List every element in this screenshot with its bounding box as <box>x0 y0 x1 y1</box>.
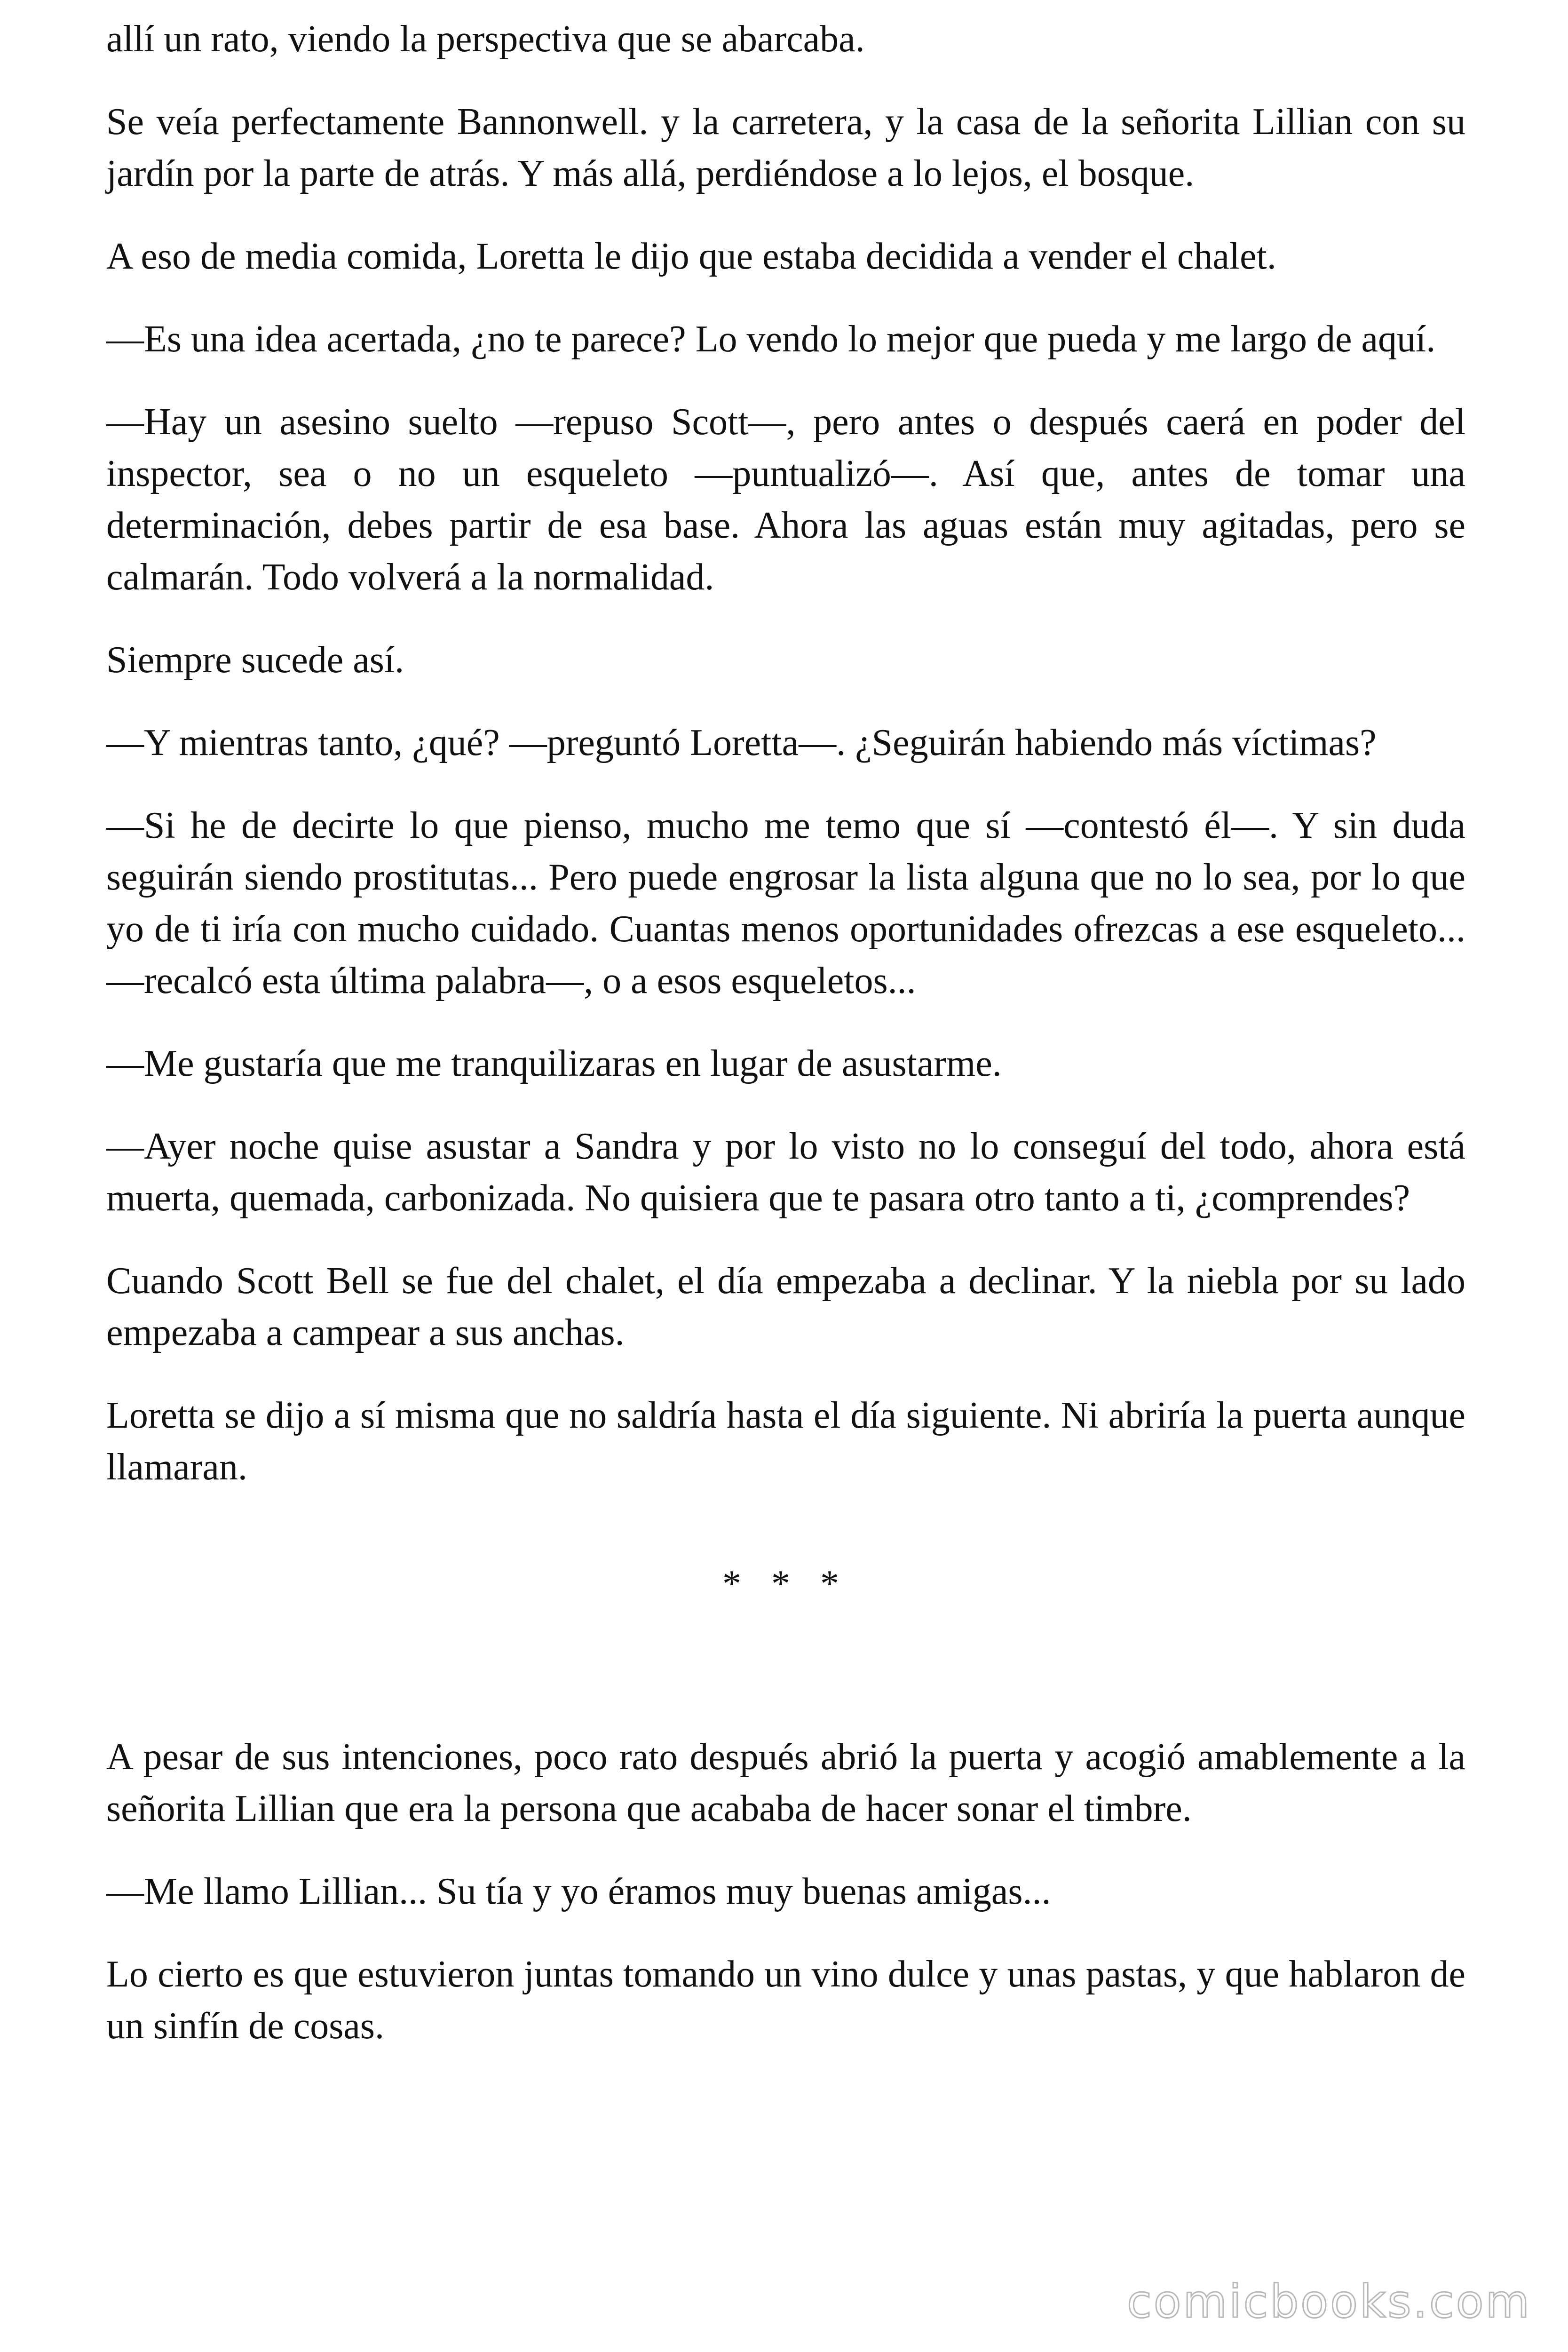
paragraph: A eso de media comida, Loretta le dijo que estaba decidida a vender el chalet. <box>106 236 1276 277</box>
paragraph: Lo cierto es que estuvieron juntas tomando un vino dulce y unas pastas, y que hablaron de un sinfín de cosas. <box>106 1954 1465 2047</box>
paragraph: —Es una idea acertada, ¿no te parece? Lo vendo lo mejor que pueda y me largo de aquí. <box>106 318 1436 360</box>
paragraph: —Hay un asesino suelto —repuso Scott—, pero antes o después caerá en poder del inspector, sea o no un esqueleto —puntualizó—. Así que, antes de tomar una determinación, debes partir de esa base. Ahora las aguas están muy agitadas, pero se calmarán. Todo volverá a la normalidad. <box>106 401 1465 598</box>
paragraph: Cuando Scott Bell se fue del chalet, el día empezaba a declinar. Y la niebla por su lado empezaba a campear a sus anchas. <box>106 1260 1465 1353</box>
paragraph: A pesar de sus intenciones, poco rato después abrió la puerta y acogió amablemente a la señorita Lillian que era la persona que acababa de hacer sonar el timbre. <box>106 1736 1465 1829</box>
scene-break: * * * <box>722 1563 849 1605</box>
watermark: comicbooks.com <box>1126 2275 1531 2328</box>
paragraph: —Me gustaría que me tranquilizaras en lugar de asustarme. <box>106 1043 1002 1084</box>
paragraph: allí un rato, viendo la perspectiva que se abarcaba. <box>106 18 865 60</box>
paragraph: —Y mientras tanto, ¿qué? —preguntó Loretta—. ¿Seguirán habiendo más víctimas? <box>106 722 1377 763</box>
paragraph: —Me llamo Lillian... Su tía y yo éramos muy buenas amigas... <box>106 1871 1051 1912</box>
text-column <box>106 13 1465 2052</box>
paragraph: Loretta se dijo a sí misma que no saldría hasta el día siguiente. Ni abriría la puerta aunque llamaran. <box>106 1395 1465 1488</box>
paragraph: Se veía perfectamente Bannonwell. y la carretera, y la casa de la señorita Lillian con su jardín por la parte de atrás. Y más allá, perdiéndose a lo lejos, el bosque. <box>106 101 1465 194</box>
paragraph: —Si he de decirte lo que pienso, mucho me temo que sí —contestó él—. Y sin duda seguirán siendo prostitutas... Pero puede engrosar la lista alguna que no lo sea, por lo que yo de ti iría con mucho cuidado. Cuantas menos oportunidades ofrezcas a ese esqueleto... —recalcó esta última palabra—, o a esos esqueletos... <box>106 805 1465 1001</box>
paragraph: —Ayer noche quise asustar a Sandra y por lo visto no lo conseguí del todo, ahora está muerta, quemada, carbonizada. No quisiera que te pasara otro tanto a ti, ¿comprendes? <box>106 1126 1465 1219</box>
paragraph: Siempre sucede así. <box>106 639 404 681</box>
